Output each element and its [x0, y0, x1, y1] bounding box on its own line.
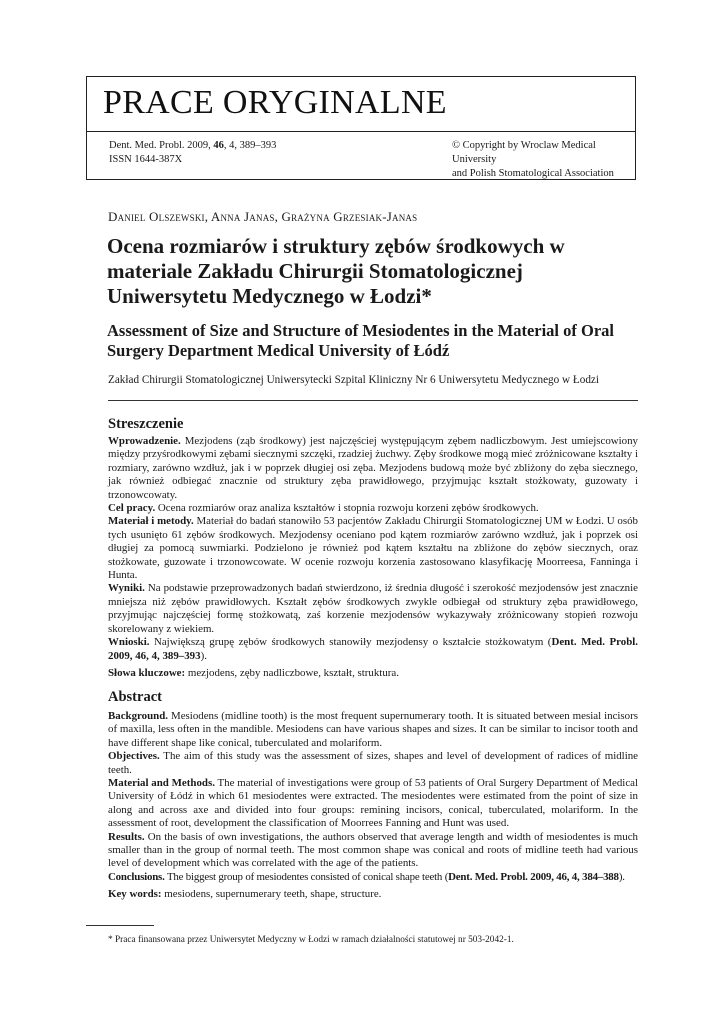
methods-paragraph [108, 777, 638, 831]
wyniki-paragraph [108, 582, 638, 636]
abstract-heading: Abstract [108, 689, 162, 705]
paragraph-text: The aim of this study was the assessment of sizes, shapes and level of development of radices of midline teeth. [108, 750, 638, 776]
paragraph-label: Material and Methods. [108, 777, 215, 790]
paragraph-text: Materiał do badań stanowiło 53 pacjentów Zakładu Chirurgii Stomatologicznej UM w Łodzi. U osób tych usunięto 61 zębów środkowych. Mezjodensy oceniano pod kątem rozmiarów zarówno wzdłuż, jak i poprzek osi długiej za pomocą suwmiarki. Podzielono je również pod kątem kształtu na zbliżone do zębów siecznych, oraz stożkowate, guzowate i trzonowcowate. W ocenie rozwoju korzenia zastosowano klasyfikację Moorreesa, Fanninga i Hunta. [108, 515, 638, 582]
abstract-body [108, 710, 638, 884]
header-divider [87, 131, 635, 132]
copyright-block [452, 139, 635, 181]
paragraph-text: Największą grupę zębów środkowych stanowiły mezjodensy o kształcie stożkowatym ( [149, 636, 552, 649]
citation-suffix: , 4, 389–393 [223, 140, 277, 151]
paragraph-label: Wprowadzenie. [108, 435, 181, 447]
issn: ISSN 1644-387X [109, 154, 183, 165]
streszczenie-body [108, 435, 638, 663]
keywords-polish [108, 667, 638, 680]
keywords-english [108, 888, 638, 901]
paragraph-label: Cel pracy. [108, 502, 156, 515]
paragraph-label: Wnioski. [108, 636, 150, 649]
journal-header [86, 76, 636, 180]
conclusions-paragraph [108, 871, 638, 884]
paragraph-end: ). [618, 870, 625, 883]
paragraph-text: Mesiodens (midline tooth) is the most frequent supernumerary tooth. It is situated between mesial incisors of maxilla, less often in the mandible. Mesiodens can have various shapes and sizes. It can be similar to incisor tooth and have different shape like conical, tuberculated and molariform. [108, 710, 638, 749]
paragraph-label: Objectives. [108, 750, 160, 763]
paragraph-text: The material of investigations were group of 53 patients of Oral Surgery Department of Medical University of Łódź in which 61 mesiodentes were extracted. The mesiodentes were estimated from the point of size in along and across axe and divided into four groups: remining incisors, conical, tuberculated, molariform. In the assessment of root, development the classification of Moorrees Fanning and Hunt was used. [108, 777, 639, 830]
results-paragraph [108, 831, 638, 871]
paragraph-label: Results. [108, 830, 145, 843]
paragraph-text: The biggest group of mesiodentes consisted of conical shape teeth ( [164, 870, 449, 883]
background-paragraph [108, 710, 638, 750]
citation-volume: 46 [213, 140, 224, 151]
paragraph-text: Na podstawie przeprowadzonych badań stwierdzono, iż średnia długość i szerokość mezjodensów jest znacznie mniejsza niż zębów prawidłowych. Kształt zębów środkowych zwykle odbiegał od struktury zęba prawidłowego, przyjmując najczęściej formę stożkowatą, zaś korzenie mezjodensów wykazywały zróżnicowany stopień rozwoju skorelowany z wiekiem. [108, 582, 638, 635]
keywords-label: Key words: [108, 888, 162, 900]
section-title: PRACE ORYGINALNE [103, 84, 447, 121]
citation-line [109, 139, 276, 153]
footnote-divider [86, 925, 154, 926]
paragraph-text: Ocena rozmiarów oraz analiza kształtów i stopnia rozwoju korzeni zębów środkowych. [155, 502, 539, 515]
keywords-text: mezjodens, zęby nadliczbowe, kształt, struktura. [185, 667, 399, 679]
objectives-paragraph [108, 750, 638, 777]
section-divider [108, 400, 638, 401]
copyright-line-2: and Polish Stomatological Association [452, 168, 614, 179]
footnote: * Praca finansowana przez Uniwersytet Medyczny w Łodzi w ramach działalności statutowej nr 503-2042-1. [108, 935, 514, 945]
title-polish: Ocena rozmiarów i struktury zębów środkowych w materiale Zakładu Chirurgii Stomatologicznej Uniwersytetu Medycznego w Łodzi* [107, 234, 565, 308]
affiliation: Zakład Chirurgii Stomatologicznej Uniwersytecki Szpital Kliniczny Nr 6 Uniwersytetu Medycznego w Łodzi [108, 374, 599, 386]
copyright-line-1: © Copyright by Wroclaw Medical University [452, 140, 596, 165]
citation-reference: Dent. Med. Probl. 2009, 46, 4, 389–393 [108, 636, 639, 662]
title-english: Assessment of Size and Structure of Mesiodentes in the Material of Oral Surgery Department Medical University of Łódź [107, 321, 614, 360]
cel-paragraph [108, 502, 638, 515]
keywords-label: Słowa kluczowe: [108, 667, 186, 679]
paragraph-end: ). [200, 649, 207, 662]
streszczenie-heading: Streszczenie [108, 416, 184, 432]
citation-block [109, 139, 276, 167]
citation-prefix: Dent. Med. Probl. 2009, [109, 140, 214, 151]
wnioski-paragraph [108, 636, 638, 663]
paragraph-label: Conclusions. [108, 870, 165, 883]
material-paragraph [108, 515, 638, 582]
citation-reference: Dent. Med. Probl. 2009, 46, 4, 384–388 [448, 870, 619, 883]
paragraph-text: On the basis of own investigations, the authors observed that average length and width of mesiodentes is much smaller than in the group of normal teeth. The most common shape was conical and roots of midline teeth had various level of development which was correlated with the age of the patients. [108, 830, 638, 870]
wprowadzenie-paragraph [108, 435, 638, 502]
paragraph-label: Materiał i metody. [108, 515, 194, 528]
keywords-text: mesiodens, supernumerary teeth, shape, structure. [161, 888, 382, 900]
authors: Daniel Olszewski, Anna Janas, Grażyna Grzesiak-Janas [108, 209, 418, 224]
paragraph-label: Background. [108, 710, 169, 722]
paragraph-label: Wyniki. [108, 582, 145, 595]
paragraph-text: Mezjodens (ząb środkowy) jest najczęściej występującym zębem nadliczbowym. Jest umiejscowiony między przyśrodkowymi zębami siecznymi szczęki, rzadziej żuchwy. Zęby środkowe mogą mieć zróżnicowane kształty i rozmiary, zarówno wzdłuż, jak i w poprzek długiej osi zęba. Mezjodens budową może być zbliżony do zęba siecznego, jak również odbiegać znacznie od struktury zęba prawidłowego, przyjmując kształt stożkowaty, guzowaty i trzonowcowaty. [108, 435, 638, 501]
